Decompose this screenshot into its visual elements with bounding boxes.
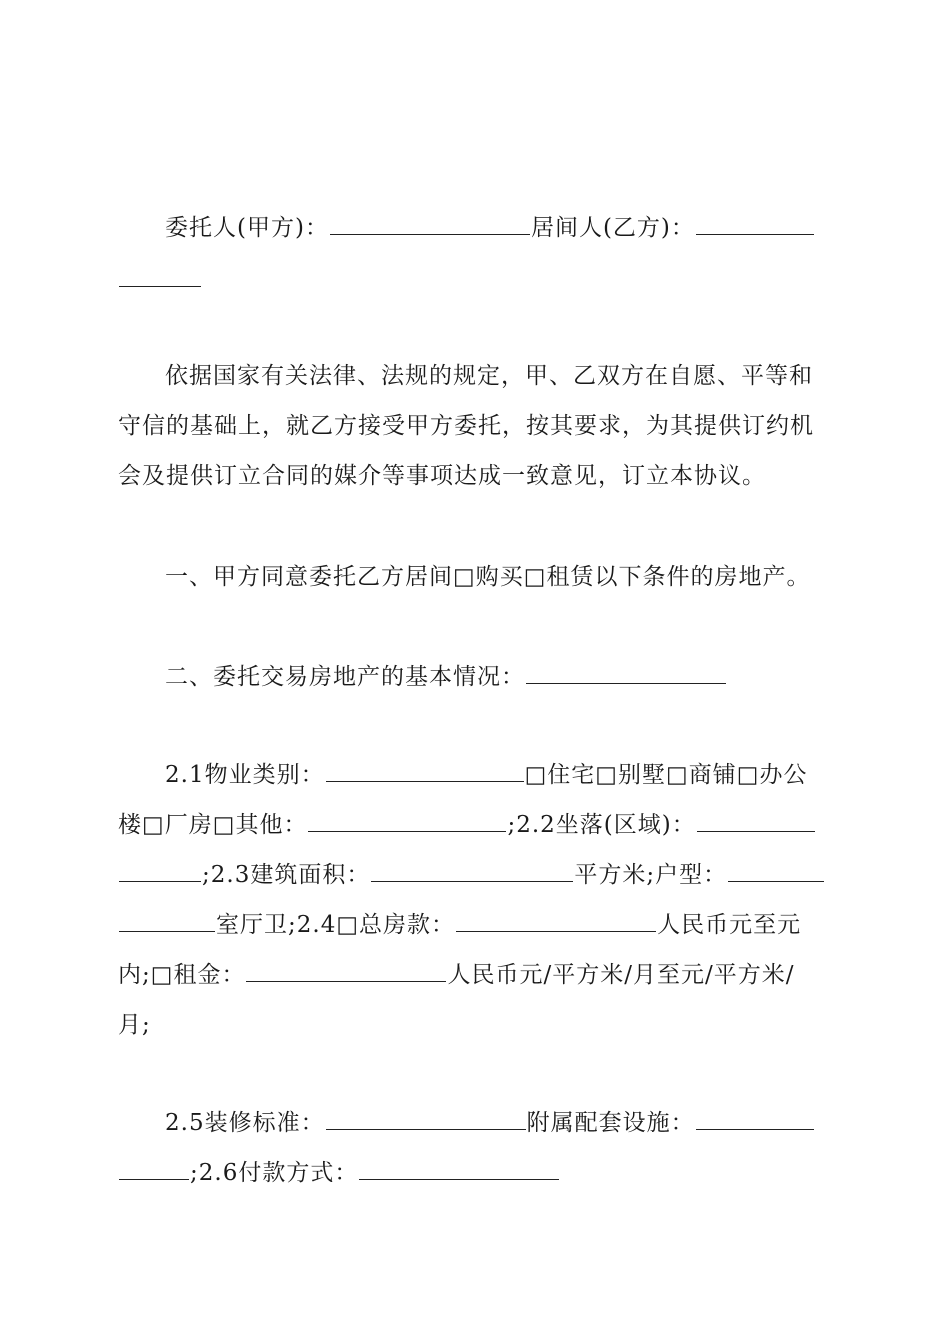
rent-unit: 人民币元/平方米/月至元/平方米/: [447, 962, 795, 988]
clause-2-5-line-1: [118, 1098, 832, 1148]
rent-label: 内;□租金：: [118, 962, 246, 988]
preamble-text-2: 守信的基础上，就乙方接受甲方委托，按其要求，为其提供订约机: [118, 413, 814, 439]
layout-blank-cont: [119, 901, 215, 932]
parties-line-1: [118, 203, 832, 253]
client-label: 委托人(甲方)：: [165, 215, 329, 241]
clause-1-text: 一、甲方同意委托乙方居间□购买□租赁以下条件的房地产。: [165, 564, 811, 590]
clause-2-5-line-2: [118, 1148, 832, 1198]
clause-2-1-line-6: [118, 1000, 832, 1050]
property-type-label: 2.1物业类别：: [165, 762, 325, 788]
facilities-label: 附属配套设施：: [526, 1110, 695, 1136]
location-blank-cont: [119, 851, 201, 882]
property-type-options: □住宅□别墅□商铺□办公: [524, 762, 808, 788]
preamble-text-3: 会及提供订立合同的媒介等事项达成一致意见，订立本协议。: [118, 463, 766, 489]
clause-2-1-line-2: [118, 800, 832, 850]
other-type-blank: [308, 801, 506, 832]
payment-label: ;2.6付款方式：: [190, 1160, 359, 1186]
total-price-unit: 人民币元至元: [657, 912, 802, 938]
clause-2-1-line-1: [118, 750, 832, 800]
rent-blank: [246, 951, 446, 982]
clause-2-line: [118, 652, 832, 702]
property-type-options-cont: 楼□厂房□其他：: [118, 812, 308, 838]
clause-2-1-line-4: [118, 900, 832, 950]
preamble-line-1: [118, 351, 832, 401]
clause-2-1-line-3: [118, 850, 832, 900]
payment-blank: [359, 1149, 559, 1180]
preamble-line-3: [118, 451, 832, 501]
clause-2-1-line-5: [118, 950, 832, 1000]
intermediary-blank-cont: [119, 256, 201, 287]
preamble-text-1: 依据国家有关法律、法规的规定，甲、乙双方在自愿、平等和: [165, 363, 813, 389]
parties-line-2: [118, 255, 832, 305]
clause-1-line: [118, 552, 832, 602]
client-blank: [330, 204, 530, 235]
layout-label: 平方米;户型：: [574, 862, 728, 888]
facilities-blank-cont: [119, 1149, 189, 1180]
intermediary-blank: [696, 204, 814, 235]
property-info-blank: [526, 653, 726, 684]
area-blank: [371, 851, 573, 882]
area-label: ;2.3建筑面积：: [202, 862, 371, 888]
intermediary-label: 居间人(乙方)：: [530, 215, 695, 241]
facilities-blank: [696, 1099, 814, 1130]
rent-unit-cont: 月;: [118, 1012, 151, 1038]
clause-2-label: 二、委托交易房地产的基本情况：: [165, 664, 525, 690]
preamble-line-2: [118, 401, 832, 451]
decoration-blank: [326, 1099, 526, 1130]
decoration-label: 2.5装修标准：: [165, 1110, 325, 1136]
total-price-label: 室厅卫;2.4□总房款：: [216, 912, 456, 938]
layout-blank: [728, 851, 824, 882]
total-price-blank: [456, 901, 656, 932]
location-blank: [697, 801, 815, 832]
property-type-blank: [326, 751, 524, 782]
location-label: ;2.2坐落(区域)：: [507, 812, 696, 838]
